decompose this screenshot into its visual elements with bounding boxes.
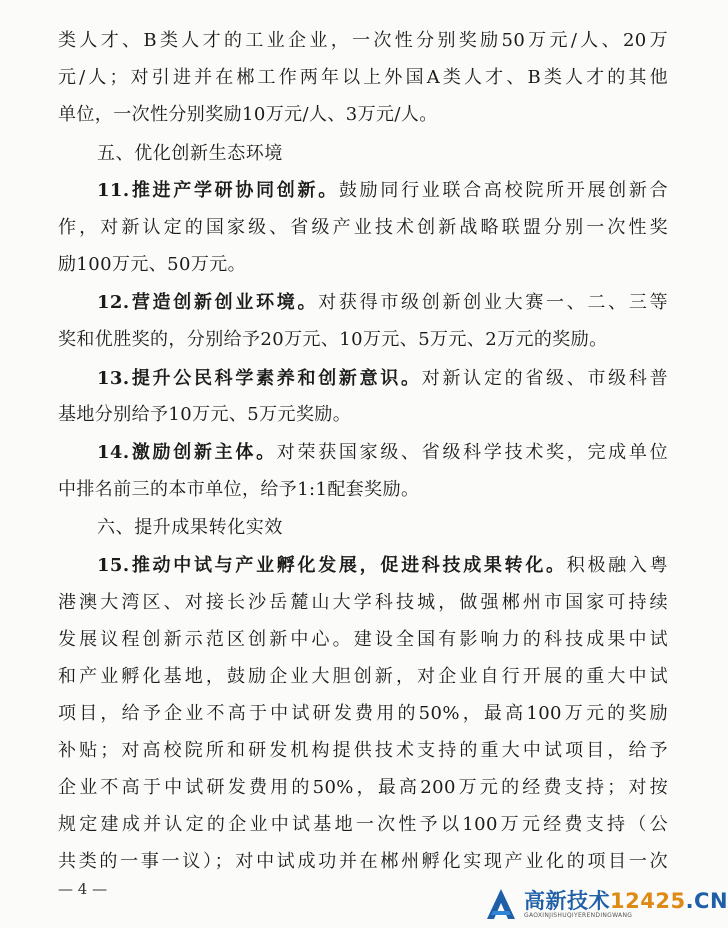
item-12-title: 12.营造创新创业环境。: [97, 292, 319, 313]
text-line: 类人才、B类人才的工业企业，一次性分别奖励50万元/人、20万: [58, 30, 668, 51]
page-number: — 4 —: [58, 880, 108, 898]
item-12-first-line: [97, 290, 668, 316]
item-15-first-line: [97, 553, 668, 579]
item-15-title: 15.推动中试与产业孵化发展，促进科技成果转化。: [97, 555, 567, 576]
item-13-title: 13.提升公民科学素养和创新意识。: [97, 368, 422, 389]
text-line: 中排名前三的本市单位，给予1:1配套奖励。: [58, 479, 420, 500]
item-14-text: 对荣获国家级、省级科学技术奖，完成单位: [276, 442, 668, 463]
watermark-suffix: .CN: [685, 888, 728, 913]
watermark-title: [524, 890, 728, 912]
text-line: 单位，一次性分别奖励10万元/人、3万元/人。: [58, 104, 438, 125]
text-line: 补贴；对高校院所和研发机构提供技术支持的重大中试项目，给予: [58, 740, 668, 761]
text-line: 元/人；对引进并在郴工作两年以上外国A类人才、B类人才的其他: [58, 67, 668, 88]
item-11-text: 鼓励同行业联合高校院所开展创新合: [338, 180, 668, 201]
item-11-first-line: [97, 178, 668, 204]
text-line: 港澳大湾区、对接长沙岳麓山大学科技城，做强郴州市国家可持续: [58, 592, 668, 613]
text-line: 发展议程创新示范区创新中心。建设全国有影响力的科技成果中试: [58, 629, 668, 650]
site-logo-icon: [484, 887, 518, 921]
text-line: 项目，给予企业不高于中试研发费用的50%，最高100万元的奖励: [58, 703, 668, 724]
item-14-title: 14.激励创新主体。: [97, 442, 277, 463]
section-heading-5: 五、优化创新生态环境: [97, 143, 283, 164]
section-heading-6: 六、提升成果转化实效: [97, 517, 283, 538]
item-14-first-line: [97, 440, 668, 466]
watermark-prefix: 高新技术: [524, 888, 610, 913]
item-13-text: 对新认定的省级、市级科普: [421, 368, 668, 389]
text-line: 和产业孵化基地，鼓励企业大胆创新，对企业自行开展的重大中试: [58, 666, 668, 687]
item-11-title: 11.推进产学研协同创新。: [97, 180, 339, 201]
site-watermark: [484, 886, 728, 922]
text-line: 励100万元、50万元。: [58, 254, 247, 275]
text-line: 共类的一事一议）；对中试成功并在郴州孵化实现产业化的项目一次: [58, 851, 668, 872]
text-line: 企业不高于中试研发费用的50%，最高200万元的经费支持；对按: [58, 777, 668, 798]
item-13-first-line: [97, 366, 668, 392]
watermark-subtitle: GAOXINJISHUQIYERENDINGWANG: [524, 911, 633, 919]
watermark-accent: 12425: [610, 888, 686, 913]
text-line: 奖和优胜奖的，分别给予20万元、10万元、5万元、2万元的奖励。: [58, 329, 608, 350]
item-15-text: 积极融入粤: [566, 555, 668, 576]
item-12-text: 对获得市级创新创业大赛一、二、三等: [318, 292, 668, 313]
text-line: 规定建成并认定的企业中试基地一次性予以100万元经费支持（公: [58, 814, 668, 835]
text-line: 基地分别给予10万元、5万元奖励。: [58, 404, 352, 425]
text-line: 作，对新认定的国家级、省级产业技术创新战略联盟分别一次性奖: [58, 217, 668, 238]
